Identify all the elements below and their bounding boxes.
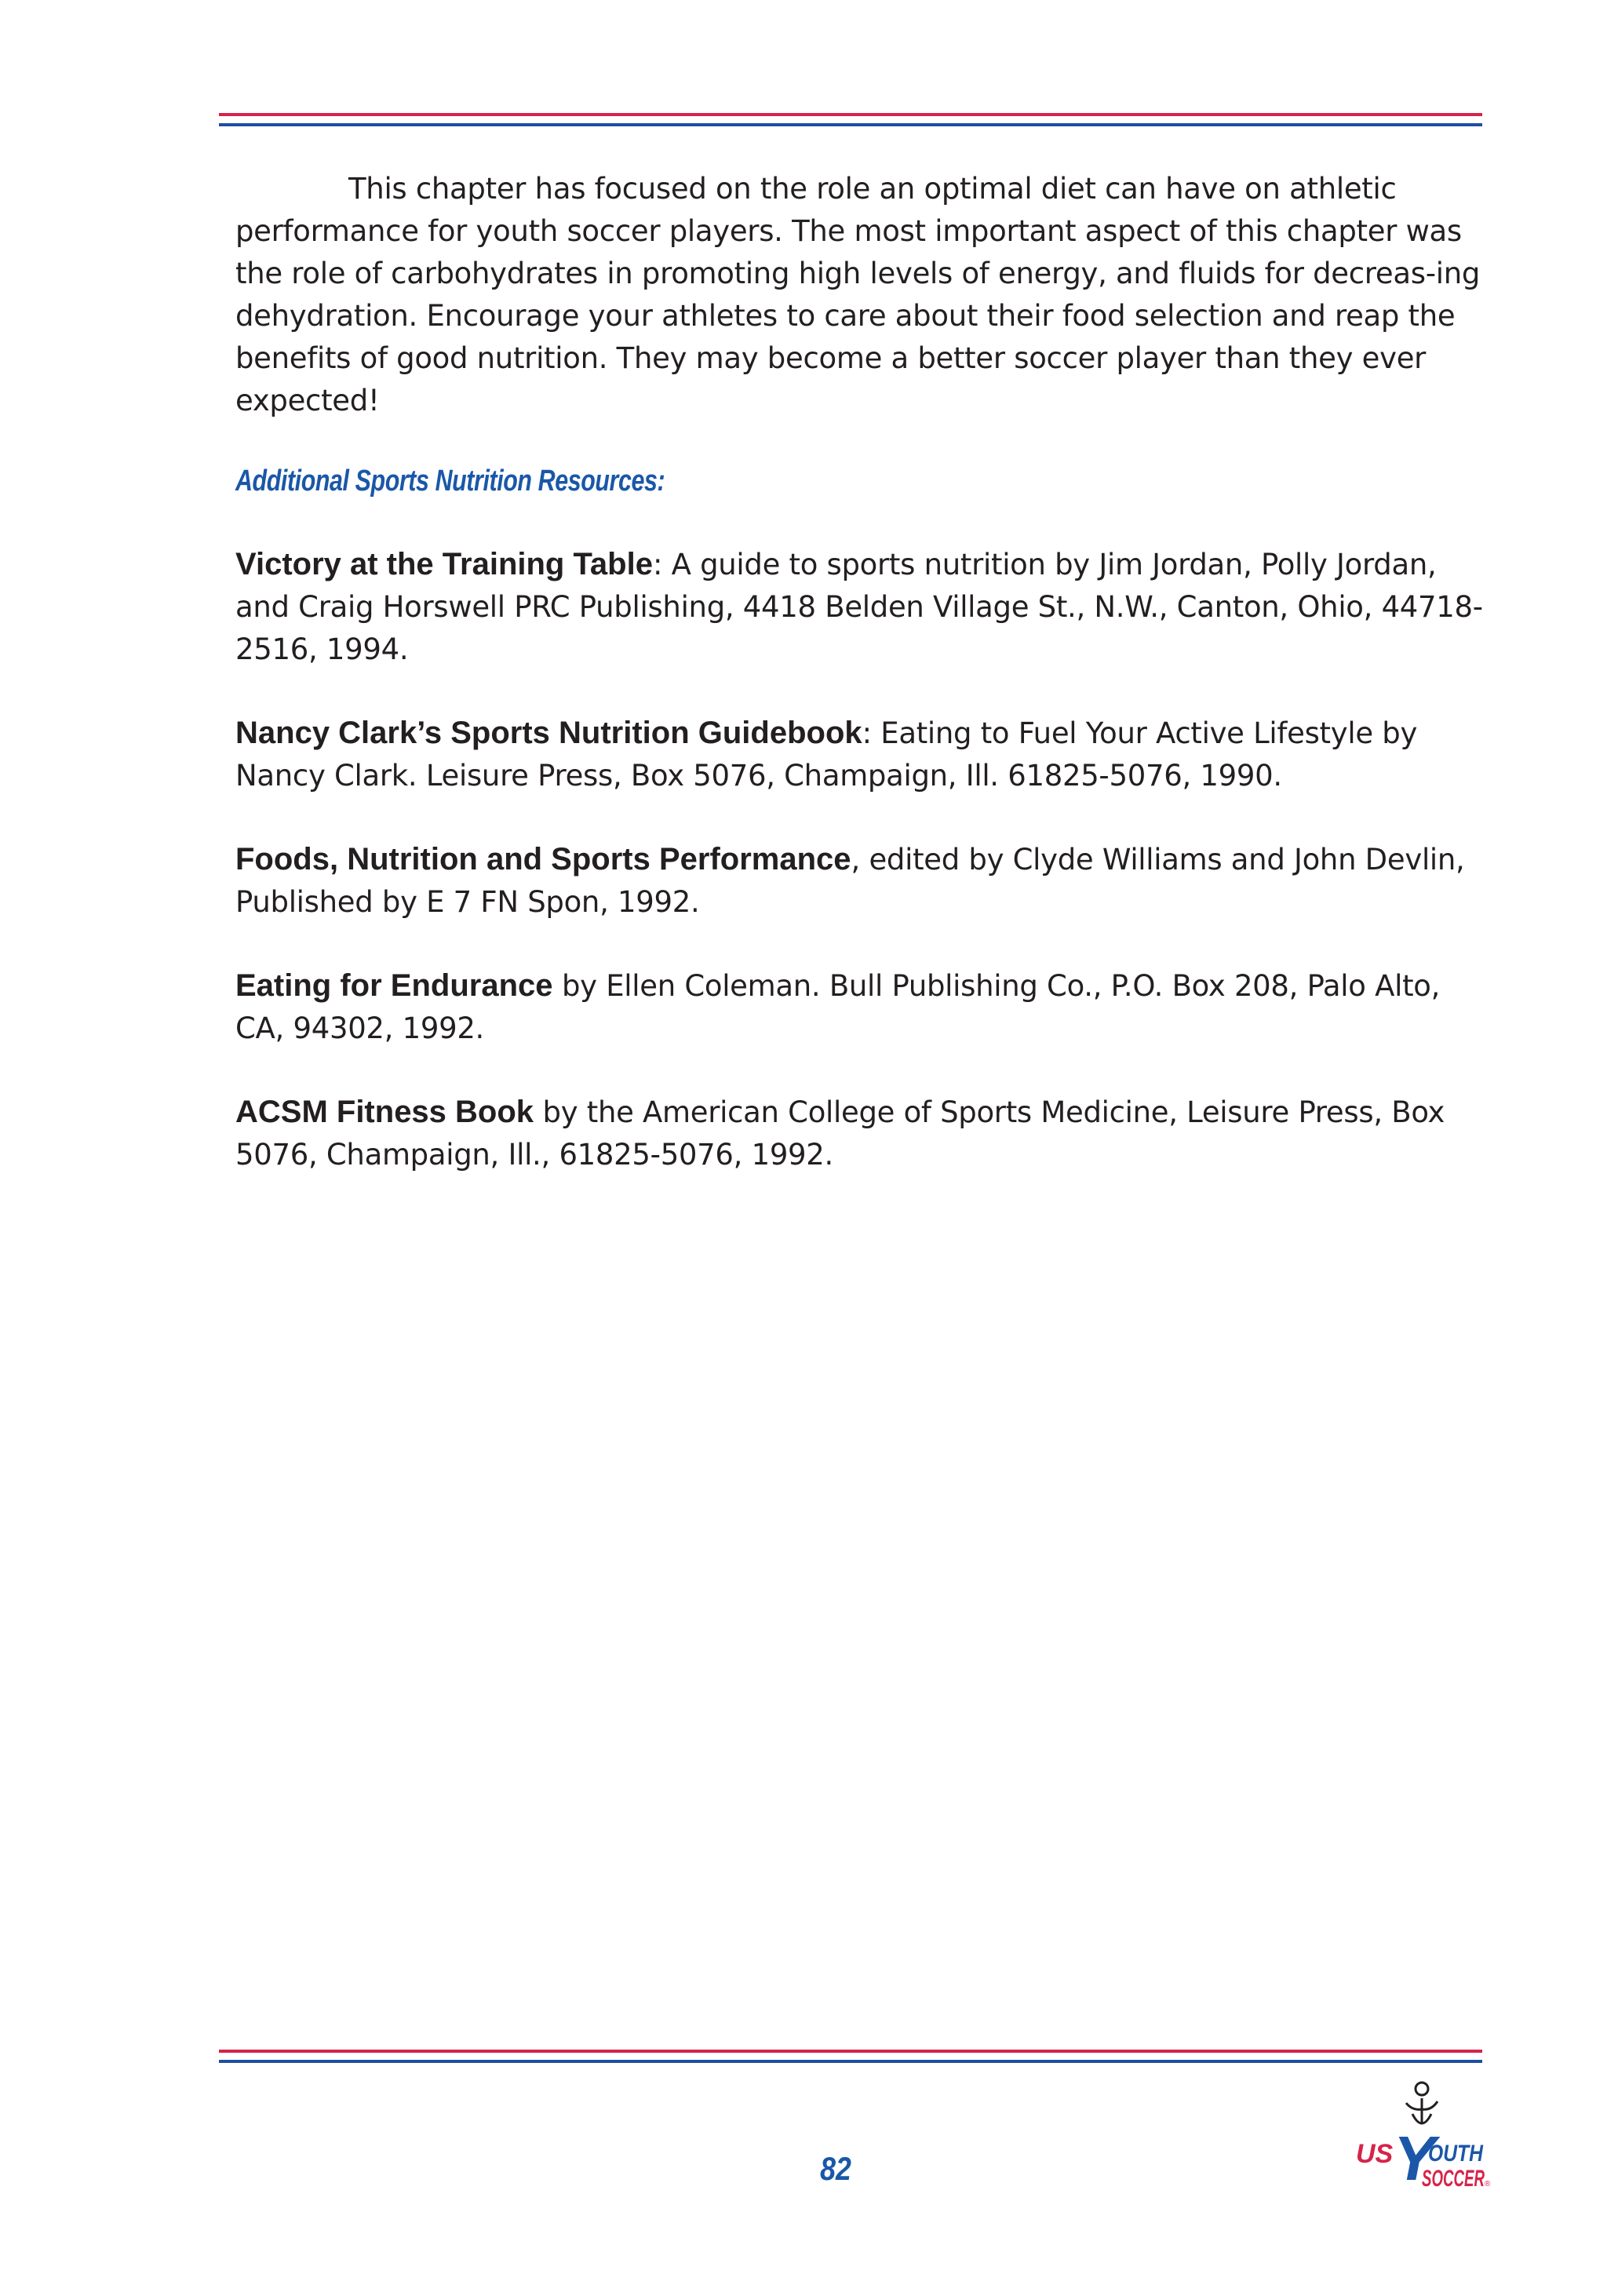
svg-text:OUTH: OUTH — [1428, 2141, 1485, 2167]
resource-title: Victory at the Training Table — [235, 547, 653, 581]
footer-rule — [219, 2050, 1482, 2064]
resource-description: edited by Clyde Williams and John Devlin, Published by E 7 FN Spon, 1992. — [235, 843, 1465, 919]
section-heading: Additional Sports Nutrition Resources: — [235, 465, 665, 497]
resource-entry — [235, 543, 1491, 671]
svg-text:US: US — [1356, 2139, 1394, 2169]
resource-description: Eating to Fuel Your Active Lifestyle by Nancy Clark. Leisure Press, Box 5076, Champaign, Ill. 61825-5076, 1990. — [235, 716, 1418, 793]
resource-entry — [235, 838, 1491, 924]
resource-separator: : — [652, 548, 663, 581]
header-rule-red — [219, 113, 1482, 116]
svg-text:Y: Y — [1394, 2123, 1436, 2193]
svg-text:SOCCER: SOCCER — [1422, 2166, 1485, 2192]
resource-title: ACSM Fitness Book — [235, 1095, 534, 1129]
resource-entry — [235, 964, 1491, 1050]
resource-title: Foods, Nutrition and Sports Performance — [235, 842, 851, 876]
intro-paragraph: This chapter has focused on the role an optimal diet can have on athletic performance for youth soccer players. The most important aspect of this chapter was the role of carbohydrates in promoting high levels of energy, and fluids for decreas-ing dehydration. Encourage your athletes to care about their food selection and reap the benefits of good nutrition. They may become a better soccer player than they ever expected! — [235, 172, 1481, 417]
resource-entry — [235, 712, 1491, 797]
footer-rule-red — [219, 2050, 1482, 2053]
page-number: 82 — [820, 2150, 851, 2187]
header-rule-blue — [219, 123, 1482, 126]
header-rule — [219, 113, 1482, 127]
footer-rule-blue — [219, 2060, 1482, 2063]
svg-text:®: ® — [1485, 2180, 1491, 2188]
resource-separator: , — [851, 843, 860, 876]
resource-separator: : — [862, 716, 872, 750]
us-youth-soccer-logo — [1350, 2079, 1491, 2197]
page-content — [235, 168, 1491, 1176]
resource-description: by the American College of Sports Medicine, Leisure Press, Box 5076, Champaign, Ill., 61825-5076, 1992. — [235, 1095, 1445, 1172]
resource-description: A guide to sports nutrition by Jim Jordan, Polly Jordan, and Craig Horswell PRC Publishing, 4418 Belden Village St., N.W., Canton, Ohio, 44718-2516, 1994. — [235, 548, 1483, 666]
resource-entry — [235, 1091, 1491, 1176]
resource-title: Nancy Clark’s Sports Nutrition Guidebook — [235, 716, 862, 750]
resource-description: by Ellen Coleman. Bull Publishing Co., P.O. Box 208, Palo Alto, CA, 94302, 1992. — [235, 969, 1441, 1045]
soccer-player-icon — [1350, 2079, 1491, 2197]
resource-title: Eating for Endurance — [235, 968, 553, 1003]
